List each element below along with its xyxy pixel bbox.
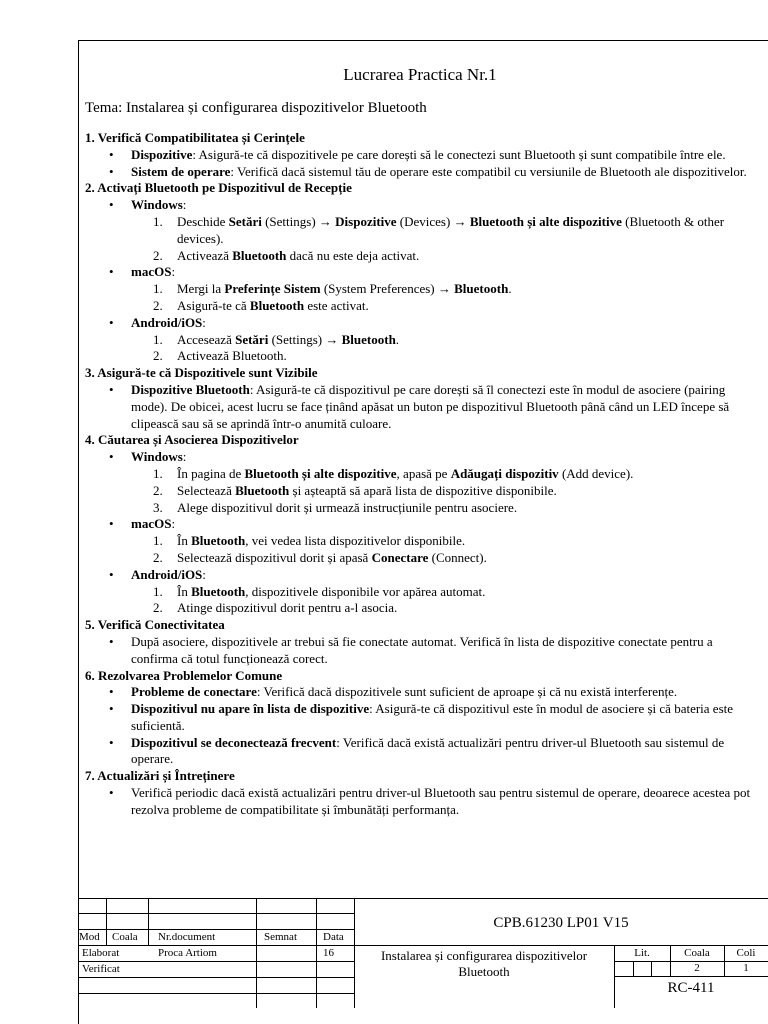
list-item: • Dispozitive: Asigură-te că dispozitivele pe care dorești să le conectezi sunt Bluetooth și sunt compatibile între ele. <box>131 147 755 164</box>
android-steps <box>131 584 755 618</box>
elaborat-data: 16 <box>323 947 334 959</box>
header-semnat: Semnat <box>264 931 297 943</box>
list-item: • După asociere, dispozitivele ar trebui să fie conectate automat. Verifică în lista de dispozitive conectate pentru a confirma că totul funcționează corect. <box>131 634 755 668</box>
section-7-heading: 7. Actualizări și Întreținere <box>85 768 235 784</box>
coli-value: 1 <box>743 962 749 974</box>
list-item: 1. Accesează Setări (Settings) → Bluetooth. <box>153 331 400 347</box>
header-data: Data <box>323 931 344 943</box>
section-6-heading: 6. Rezolvarea Problemelor Comune <box>85 667 283 683</box>
list-item: 2. Atinge dispozitivul dorit pentru a-l asocia. <box>153 600 398 616</box>
document-topic: Tema: Instalarea și configurarea dispozitivelor Bluetooth <box>85 100 427 116</box>
list-item: • Verifică periodic dacă există actualizări pentru driver-ul Bluetooth sau pentru sistemul de operare, deoarece acestea pot rezolva probleme de compatibilitate și îmbunătăți performanța. <box>131 785 755 819</box>
list-item: 1. Mergi la Preferințe Sistem (System Preferences) → Bluetooth. <box>153 281 512 297</box>
list-item: • Dispozitivul nu apare în lista de dispozitive: Asigură-te că dispozitivul este în modul de asociere și că bateria este suficientă. <box>131 701 755 735</box>
verificat-label: Verificat <box>82 963 120 975</box>
list-item: • Dispozitive Bluetooth: Asigură-te că dispozitivul pe care dorești să îl conectezi este în modul de asociere (pairing mode). De obicei, acest lucru se face ținând apăsat un buton pe dispozitivul Bluetooth până când un LED începe să clipească sau să se aprindă într-o anumită culoare. <box>131 382 755 432</box>
elaborat-name: Proca Artiom <box>158 947 217 959</box>
list-item: 1. În pagina de Bluetooth și alte dispozitive, apasă pe Adăugați dispozitiv (Add device). <box>153 465 634 481</box>
list-item: • Windows: 1. În pagina de Bluetooth și alte dispozitive, apasă pe Adăugați dispozitiv (Add device). 2. Selectează Bluetooth și așteaptă să apară lista de dispozitive disponibile. 3. Alege dispozitivul dorit și urmează instrucțiunile pentru asociere. <box>131 449 755 516</box>
group-code: RC-411 <box>667 980 715 996</box>
list-item: • Android/iOS: 1. În Bluetooth, dispozitivele disponibile vor apărea automat. 2. Atinge dispozitivul dorit pentru a-l asocia. <box>131 567 755 617</box>
section-1-list <box>85 147 755 181</box>
windows-steps <box>131 466 755 516</box>
list-item: 2. Activează Bluetooth. <box>153 348 287 364</box>
list-item: 1. Deschide Setări (Settings) → Dispozitive (Devices) → Bluetooth și alte dispozitive (Bluetooth & other devices). <box>153 213 725 246</box>
section-3-heading: 3. Asigură-te că Dispozitivele sunt Vizibile <box>85 365 318 381</box>
section-6-list <box>85 684 755 768</box>
android-steps <box>131 332 755 366</box>
windows-steps <box>131 214 755 264</box>
section-3-list <box>85 382 755 432</box>
document-title: Lucrarea Practica Nr.1 <box>343 65 497 84</box>
list-item: 1. În Bluetooth, vei vedea lista dispozitivelor disponibile. <box>153 533 466 549</box>
section-1-heading: 1. Verifică Compatibilitatea și Cerințele <box>85 130 305 145</box>
elaborat-label: Elaborat <box>82 947 120 959</box>
coala-value: 2 <box>694 962 700 974</box>
header-mod: Mod <box>79 931 100 943</box>
section-5-heading: 5. Verifică Conectivitatea <box>85 617 225 633</box>
header-coala: Coala <box>112 931 138 943</box>
document-code: CPB.61230 LP01 V15 <box>493 915 629 931</box>
title-block <box>78 898 768 1008</box>
list-item: • macOS: 1. Mergi la Preferințe Sistem (System Preferences) → Bluetooth. 2. Asigură-te că Bluetooth este activat. <box>131 264 755 314</box>
section-7-list <box>85 785 755 819</box>
document-title-block: Instalarea și configurarea dispozitivelor Bluetooth <box>380 948 588 979</box>
list-item: 2. Selectează Bluetooth și așteaptă să apară lista de dispozitive disponibile. <box>153 482 557 498</box>
list-item: 2. Activează Bluetooth dacă nu este deja activat. <box>153 247 420 263</box>
section-5-list <box>85 634 755 668</box>
list-item: • Android/iOS: 1. Accesează Setări (Settings) → Bluetooth. 2. Activează Bluetooth. <box>131 315 755 365</box>
list-item: • Dispozitivul se deconectează frecvent: Verifică dacă există actualizări pentru driver-ul Bluetooth sau sistemul de operare. <box>131 735 755 769</box>
document-body <box>85 64 755 819</box>
header-nrdocument: Nr.document <box>158 931 216 943</box>
list-item: • Sistem de operare: Verifică dacă sistemul tău de operare este compatibil cu versiunile de Bluetooth ale dispozitivelor. <box>131 164 755 181</box>
macos-steps <box>131 533 755 567</box>
section-4-heading: 4. Căutarea și Asocierea Dispozitivelor <box>85 432 299 448</box>
section-2-heading: 2. Activați Bluetooth pe Dispozitivul de Recepție <box>85 180 352 196</box>
list-item: 3. Alege dispozitivul dorit și urmează instrucțiunile pentru asociere. <box>153 499 518 515</box>
macos-steps <box>131 281 755 315</box>
list-item: • macOS: 1. În Bluetooth, vei vedea lista dispozitivelor disponibile. 2. Selectează dispozitivul dorit și apasă Conectare (Connect). <box>131 516 755 566</box>
section-2-list <box>85 197 755 365</box>
list-item: • Windows: 1. Deschide Setări (Settings) → Dispozitive (Devices) → Bluetooth și alte dispozitive (Bluetooth & other devices). 2. Activează Bluetooth dacă nu este deja activat. <box>131 197 755 264</box>
list-item: 2. Asigură-te că Bluetooth este activat. <box>153 297 369 313</box>
coli-label: Coli <box>736 947 756 959</box>
coala-label: Coala <box>684 947 710 959</box>
list-item: 1. În Bluetooth, dispozitivele disponibile vor apărea automat. <box>153 583 486 599</box>
lit-label: Lit. <box>634 947 650 959</box>
list-item: • Probleme de conectare: Verifică dacă dispozitivele sunt suficient de aproape și că nu există interferențe. <box>131 684 755 701</box>
list-item: 2. Selectează dispozitivul dorit și apasă Conectare (Connect). <box>153 549 487 565</box>
section-4-list <box>85 449 755 617</box>
